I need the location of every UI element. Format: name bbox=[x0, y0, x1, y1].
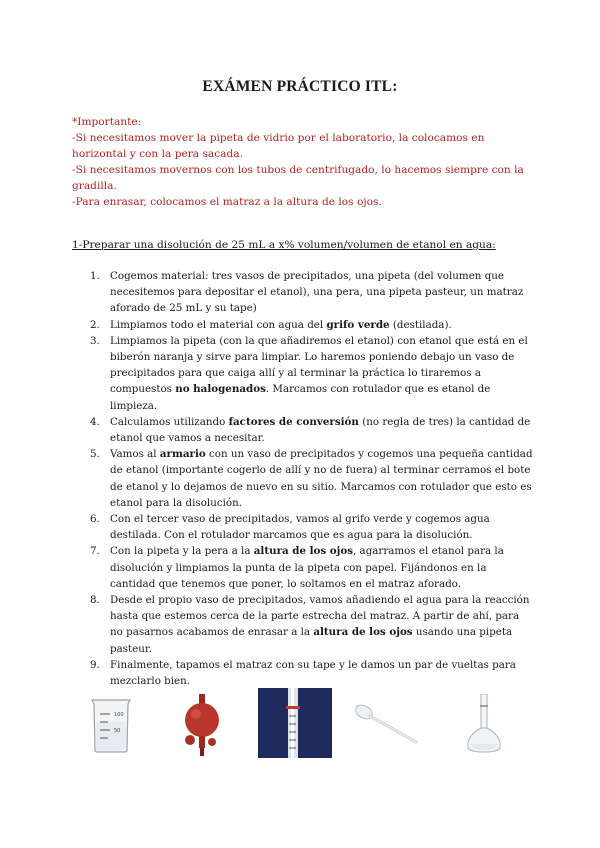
beaker-image bbox=[86, 696, 136, 754]
step-item bbox=[72, 317, 534, 333]
lab-material-images bbox=[72, 688, 534, 758]
pipette-image bbox=[258, 688, 332, 758]
step-text: usando una pipeta pasteur. bbox=[110, 626, 513, 655]
step-text: (destilada). bbox=[389, 318, 452, 331]
step-number: 8. bbox=[90, 594, 100, 607]
step-text: Con el tercer vaso de precipitados, vamos al grifo verde y cogemos agua destilada. Con el rotulador marcamos que es agua para la disolución. bbox=[110, 513, 490, 542]
svg-text:50: 50 bbox=[114, 728, 121, 734]
step-text: Calculamos utilizando bbox=[110, 415, 229, 428]
step-number: 7. bbox=[90, 545, 100, 558]
step-text: (no regla de tres) la cantidad de etanol que vamos a necesitar. bbox=[110, 415, 531, 445]
step-number: 4. bbox=[90, 415, 100, 428]
step-number: 3. bbox=[90, 334, 100, 347]
step-text: . Marcamos con rotulador que es etanol de limpieza. bbox=[110, 383, 491, 412]
step-number: 5. bbox=[90, 448, 100, 461]
important-note: -Si necesitamos movernos con los tubos de centrifugado, lo hacemos siempre con la gradilla. bbox=[72, 164, 524, 192]
steps-list bbox=[72, 268, 534, 689]
important-notes bbox=[72, 114, 534, 210]
step-text: Vamos al bbox=[110, 448, 160, 461]
step-item bbox=[72, 511, 534, 543]
pasteur-pipette-image bbox=[352, 702, 422, 748]
step-emphasis: altura de los ojos bbox=[253, 545, 354, 558]
important-note: -Para enrasar, colocamos el matraz a la altura de los ojos. bbox=[72, 196, 382, 208]
step-emphasis: altura de los ojos bbox=[313, 626, 413, 639]
pipette-bulb-image bbox=[172, 694, 232, 756]
step-text: Limpiamos todo el material con agua del bbox=[110, 318, 327, 331]
step-emphasis: no halogenados bbox=[175, 383, 266, 396]
step-number: 1. bbox=[90, 270, 100, 282]
step-emphasis: grifo verde bbox=[326, 318, 390, 331]
step-number: 2. bbox=[90, 318, 100, 331]
step-text: Con la pipeta y la pera a la bbox=[110, 545, 254, 558]
step-number: 9. bbox=[90, 658, 100, 671]
step-text: Desde el propio vaso de precipitados, vamos añadiendo el agua para la reacción hasta que estemos cerca de la parte estrecha del matraz. A partir de ahí, para no pasarnos acabamos de enrasar a la bbox=[110, 594, 530, 639]
step-item bbox=[72, 657, 534, 689]
step-item bbox=[72, 333, 534, 414]
step-item bbox=[72, 543, 534, 592]
step-text: con un vaso de precipitados y cogemos una pequeña cantidad de etanol (importante cogerlo de allí y no de fuera) al terminar cerramos el bote de etanol y lo dejamos de nuevo en su sitio. Marcamos con rotulador que esto es etanol para la disolución. bbox=[110, 448, 533, 509]
step-item bbox=[72, 592, 534, 657]
step-emphasis: factores de conversión bbox=[228, 415, 359, 428]
section-title: 1-Preparar una disolución de 25 mL a x% volumen/volumen de etanol en agua: bbox=[72, 239, 496, 251]
important-note: -Si necesitamos mover la pipeta de vidrio por el laboratorio, la colocamos en horizontal y con la pera sacada. bbox=[72, 132, 485, 160]
important-heading: *Importante: bbox=[72, 116, 142, 128]
volumetric-flask-image bbox=[458, 694, 510, 754]
step-item bbox=[72, 268, 534, 317]
page-title: EXÁMEN PRÁCTICO ITL: bbox=[202, 78, 398, 95]
step-item bbox=[72, 414, 534, 446]
step-text: Cogemos material: tres vasos de precipitados, una pipeta (del volumen que necesitemos para depositar el etanol), una pera, una pipeta pasteur, un matraz aforado de 25 mL y su tape) bbox=[110, 270, 524, 315]
step-text: Limpiamos la pipeta (con la que añadiremos el etanol) con etanol que está en el biberón naranja y sirve para limpiar. Lo haremos poniendo debajo un vaso de precipitados para que caiga allí y al terminar la práctica lo tiraremos a compuestos bbox=[110, 334, 528, 396]
step-item bbox=[72, 446, 534, 511]
step-text: Finalmente, tapamos el matraz con su tape y le damos un par de vueltas para mezclarlo bien. bbox=[110, 658, 516, 688]
svg-text:100: 100 bbox=[114, 712, 124, 718]
step-text: , agarramos el etanol para la disolución y limpiamos la punta de la pipeta con papel. Fijándonos en la cantidad que tenemos que poner, lo soltamos en el matraz aforado. bbox=[110, 545, 504, 590]
step-emphasis: armario bbox=[159, 448, 206, 461]
step-number: 6. bbox=[90, 513, 100, 526]
